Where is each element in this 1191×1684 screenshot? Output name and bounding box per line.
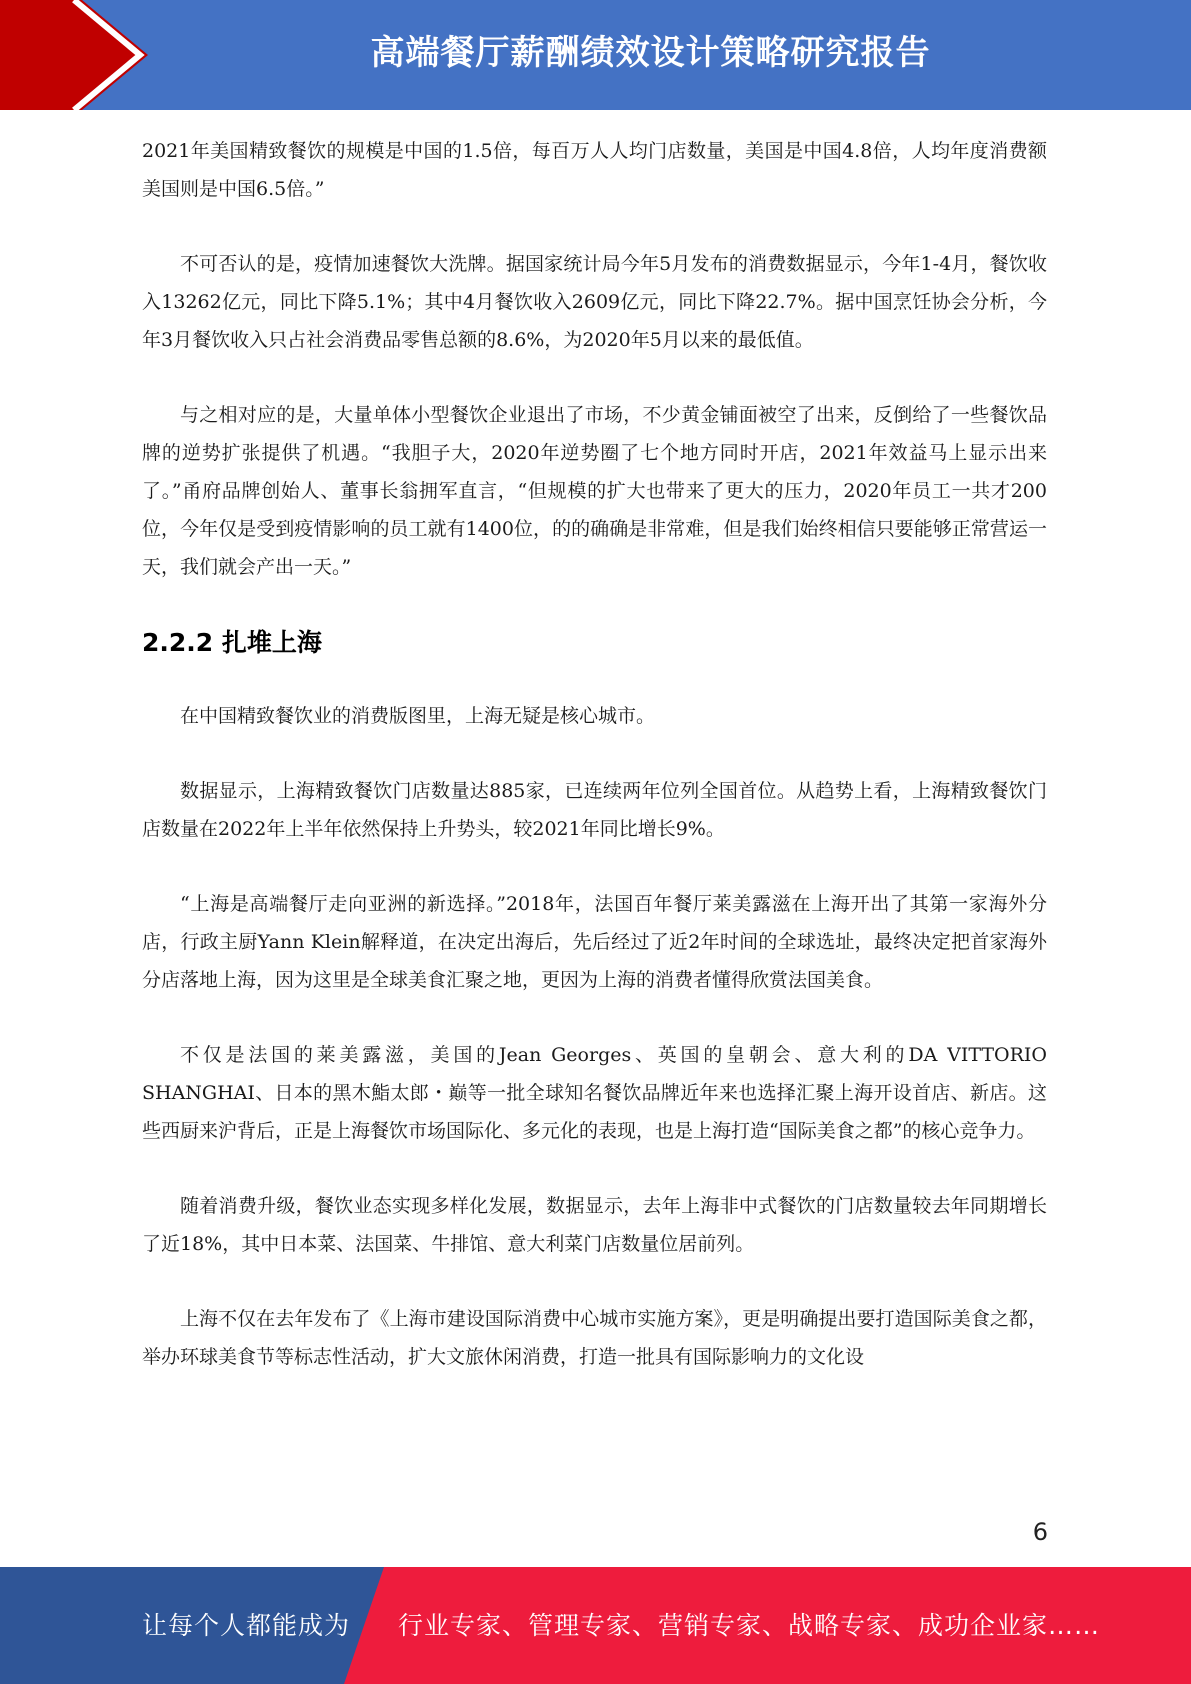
paragraph: “上海是高端餐厅走向亚洲的新选择。”2018年，法国百年餐厅莱美露滋在上海开出了其第一家海外分店，行政主厨Yann Klein解释道，在决定出海后，先后经过了近2年时间的全球选址，最终决定把首家海外分店落地上海，因为这里是全球美食汇聚之地，更因为上海的消费者懂得欣赏法国美食。	[142, 893, 1047, 991]
paragraph: 不仅是法国的莱美露滋，美国的Jean Georges、英国的皇朝会、意大利的DA VITTORIO SHANGHAI、日本的黑木鮨太郎・巅等一批全球知名餐饮品牌近年来也选择汇聚上海开设首店、新店。这些西厨来沪背后，正是上海餐饮市场国际化、多元化的表现，也是上海打造“国际美食之都”的核心竞争力。	[142, 1044, 1047, 1142]
paragraph: 数据显示，上海精致餐饮门店数量达885家，已连续两年位列全国首位。从趋势上看，上海精致餐饮门店数量在2022年上半年依然保持上升势头，较2021年同比增长9%。	[142, 780, 1047, 840]
paragraph: 随着消费升级，餐饮业态实现多样化发展，数据显示，去年上海非中式餐饮的门店数量较去年同期增长了近18%，其中日本菜、法国菜、牛排馆、意大利菜门店数量位居前列。	[142, 1195, 1047, 1255]
paragraph: 2021年美国精致餐饮的规模是中国的1.5倍，每百万人人均门店数量，美国是中国4.8倍，人均年度消费额美国则是中国6.5倍。”	[142, 140, 1047, 200]
page-footer	[0, 1567, 1191, 1684]
document-body	[142, 132, 1047, 1413]
paragraph: 上海不仅在去年发布了《上海市建设国际消费中心城市实施方案》，更是明确提出要打造国际美食之都，举办环球美食节等标志性活动，扩大文旅休闲消费，打造一批具有国际影响力的文化设	[142, 1308, 1047, 1368]
footer-slogan-right: 行业专家、管理专家、营销专家、战略专家、成功企业家……	[398, 1611, 1101, 1640]
paragraph: 在中国精致餐饮业的消费版图里，上海无疑是核心城市。	[180, 705, 656, 727]
page-number: 6	[1032, 1518, 1048, 1546]
paragraph: 不可否认的是，疫情加速餐饮大洗牌。据国家统计局今年5月发布的消费数据显示，今年1-4月，餐饮收入13262亿元，同比下降5.1%；其中4月餐饮收入2609亿元，同比下降22.7%。据中国烹饪协会分析，今年3月餐饮收入只占社会消费品零售总额的8.6%，为2020年5月以来的最低值。	[142, 253, 1047, 351]
paragraph: 与之相对应的是，大量单体小型餐饮企业退出了市场，不少黄金铺面被空了出来，反倒给了一些餐饮品牌的逆势扩张提供了机遇。“我胆子大，2020年逆势圈了七个地方同时开店，2021年效益马上显示出来了。”甬府品牌创始人、董事长翁拥军直言，“但规模的扩大也带来了更大的压力，2020年员工一共才200位，今年仅是受到疫情影响的员工就有1400位，的的确确是非常难，但是我们始终相信只要能够正常营运一天，我们就会产出一天。”	[142, 404, 1047, 578]
header-red-arrow-shape	[0, 0, 150, 110]
footer-slogan-left: 让每个人都能成为	[142, 1611, 351, 1640]
page-header	[0, 0, 1191, 110]
report-title: 高端餐厅薪酬绩效设计策略研究报告	[370, 33, 931, 73]
section-heading: 2.2.2 扎堆上海	[142, 628, 322, 657]
